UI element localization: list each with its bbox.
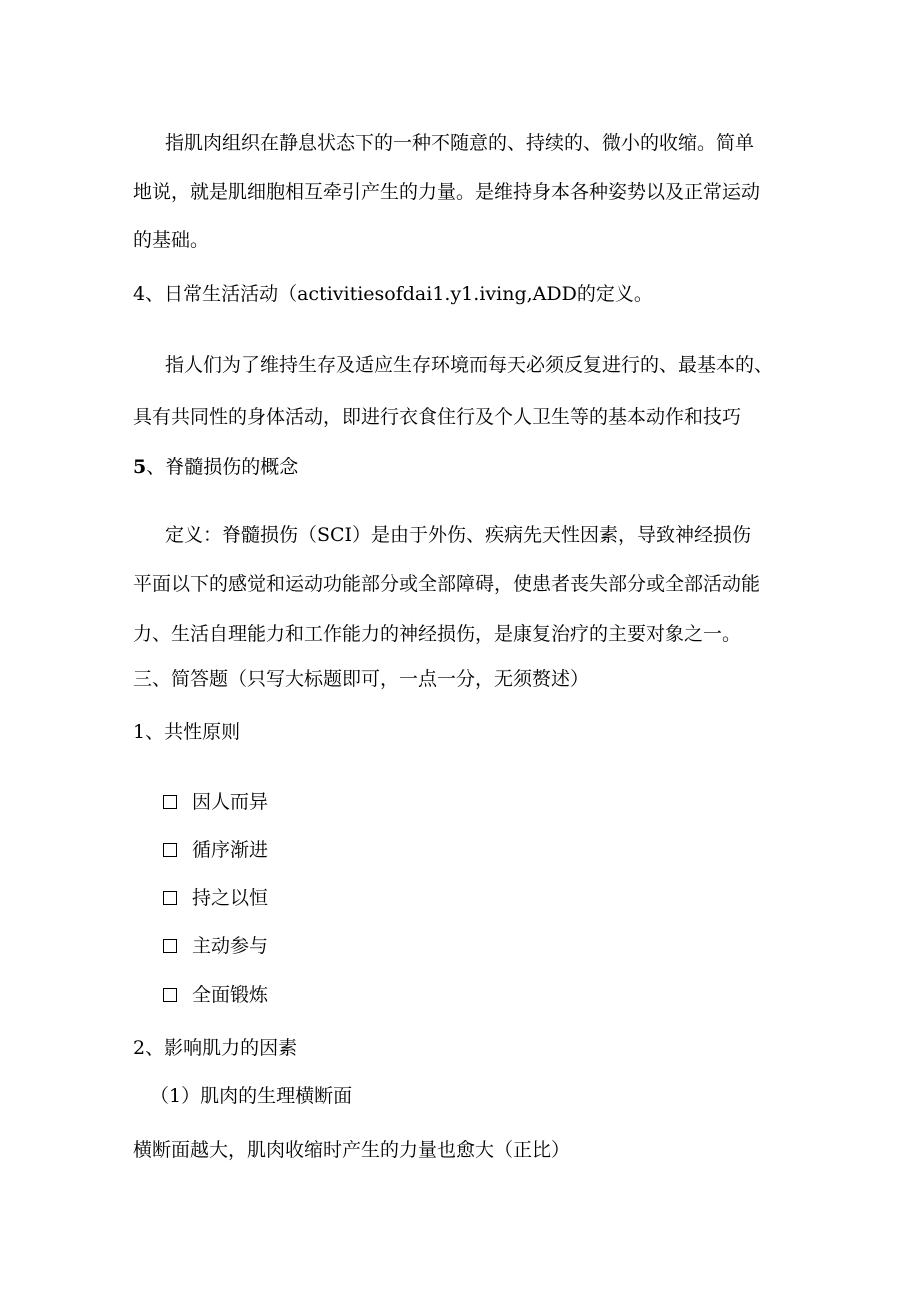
principle-item [163, 838, 268, 862]
principle-item [163, 790, 268, 814]
paragraph-line: 平面以下的感觉和运动功能部分或全部障碍，使患者丧失部分或全部活动能 [133, 573, 761, 595]
paragraph-line: 的基础。 [133, 229, 210, 251]
checkbox-icon [163, 891, 177, 905]
paragraph-line: 指人们为了维持生存及适应生存环境而每天必须反复进行的、最基本的、 [165, 354, 774, 376]
question-2: 2、影响肌力的因素 [133, 1037, 298, 1059]
checkbox-icon [163, 988, 177, 1002]
paragraph-line: 定义：脊髓损伤（SCI）是由于外伤、疾病先天性因素，导致神经损伤 [165, 524, 752, 546]
paragraph-line: 具有共同性的身体活动，即进行衣食住行及个人卫生等的基本动作和技巧 [133, 406, 742, 428]
heading-text: 、脊髓损伤的概念 [146, 456, 299, 478]
factor-heading: （1）肌肉的生理横断面 [150, 1085, 353, 1107]
principle-item [163, 983, 268, 1007]
principle-label: 循序渐进 [192, 839, 269, 861]
heading-item-4: 4、日常生活活动（activitiesofdai1.y1.iving,ADD的定义。 [133, 283, 653, 305]
question-1: 1、共性原则 [133, 721, 241, 743]
principle-label: 持之以恒 [192, 887, 269, 909]
factor-description: 横断面越大，肌肉收缩时产生的力量也愈大（正比） [133, 1139, 571, 1161]
principle-item [163, 886, 268, 910]
paragraph-line: 指肌肉组织在静息状态下的一种不随意的、持续的、微小的收缩。简单 [165, 132, 755, 154]
heading-item-5 [133, 455, 298, 479]
checkbox-icon [163, 795, 177, 809]
principle-item [163, 934, 268, 958]
checkbox-icon [163, 843, 177, 857]
principle-label: 全面锻炼 [192, 984, 269, 1006]
checkbox-icon [163, 939, 177, 953]
paragraph-line: 力、生活自理能力和工作能力的神经损伤，是康复治疗的主要对象之一。 [133, 623, 742, 645]
section-heading-3: 三、简答题（只写大标题即可，一点一分，无须赘述） [133, 668, 590, 690]
paragraph-line: 地说，就是肌细胞相互牵引产生的力量。是维持身本各种姿势以及正常运动 [133, 181, 761, 203]
principle-label: 因人而异 [192, 791, 269, 813]
heading-number: 5 [133, 456, 147, 478]
principle-label: 主动参与 [192, 935, 269, 957]
